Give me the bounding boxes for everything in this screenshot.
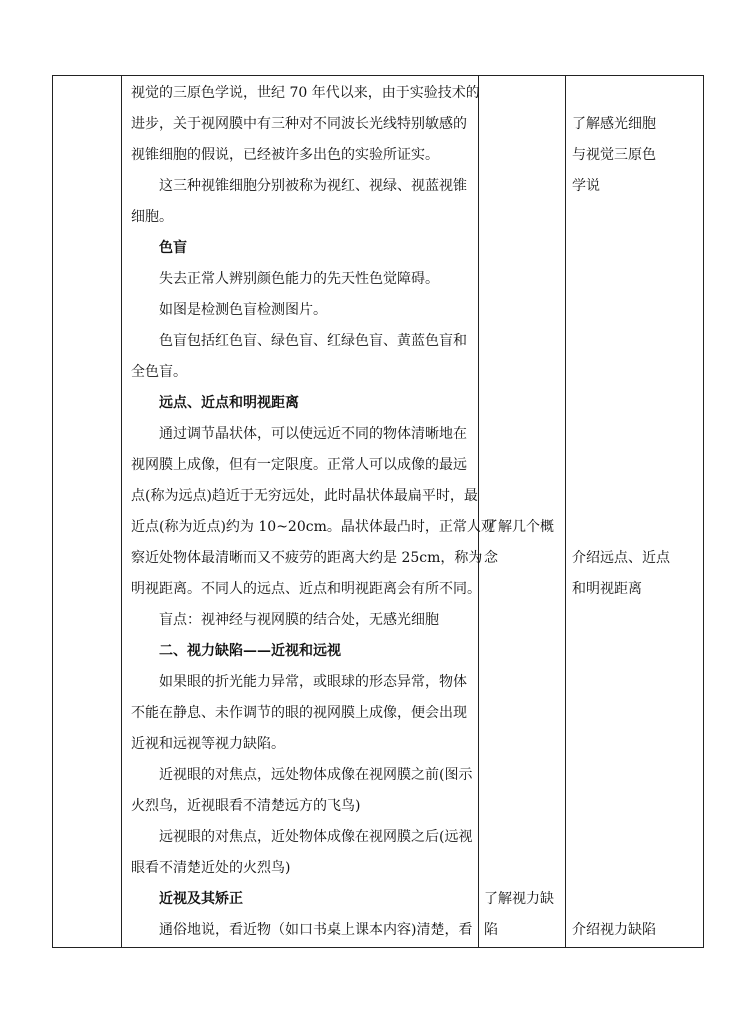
intent-line: 学说: [572, 178, 600, 194]
column-divider: [565, 76, 566, 947]
paragraph-line: 视觉的三原色学说，世纪 70 年代以来，由于实验技术的: [131, 85, 480, 101]
section-heading-vision-defects: 二、视力缺陷——近视和远视: [159, 643, 341, 659]
paragraph-line: 视锥细胞的假说，已经被许多出色的实验所证实。: [131, 147, 439, 163]
intent-line: 了解感光细胞: [572, 116, 656, 132]
paragraph-line: 通俗地说，看近物（如口书桌上课本内容)清楚，看: [159, 922, 473, 938]
paragraph-line: 失去正常人辨别颜色能力的先天性色觉障碍。: [159, 271, 439, 287]
paragraph-line: 全色盲。: [131, 364, 187, 380]
section-heading-myopia-correction: 近视及其矫正: [159, 891, 243, 907]
paragraph-line: 这三种视锥细胞分别被称为视红、视绿、视蓝视锥: [159, 178, 467, 194]
activity-line: 了解视力缺: [484, 891, 554, 907]
paragraph-line: 视网膜上成像，但有一定限度。正常人可以成像的最远: [131, 457, 467, 473]
lesson-table: [52, 75, 704, 948]
paragraph-line: 近视眼的对焦点，远处物体成像在视网膜之前(图示: [159, 767, 473, 783]
section-heading-color-blindness: 色盲: [159, 240, 187, 256]
paragraph-line: 近点(称为近点)约为 10~20cm。晶状体最凸时，正常人观: [131, 519, 495, 535]
paragraph-line: 近视和远视等视力缺陷。: [131, 736, 285, 752]
column-divider: [478, 76, 479, 947]
paragraph-line: 点(称为远点)趋近于无穷远处，此时晶状体最扁平时，最: [131, 488, 478, 504]
section-heading-far-near-point: 远点、近点和明视距离: [159, 395, 299, 411]
paragraph-line: 明视距离。不同人的远点、近点和明视距离会有所不同。: [131, 581, 481, 597]
paragraph-line: 如图是检测色盲检测图片。: [159, 302, 327, 318]
activity-line: 陷: [484, 922, 498, 938]
paragraph-line: 如果眼的折光能力异常，或眼球的形态异常，物体: [159, 674, 467, 690]
paragraph-line: 细胞。: [131, 209, 173, 225]
intent-line: 介绍视力缺陷: [572, 922, 656, 938]
paragraph-line: 眼看不清楚近处的火烈鸟): [131, 860, 291, 876]
paragraph-line: 火烈鸟，近视眼看不清楚远方的飞鸟): [131, 798, 361, 814]
paragraph-line: 色盲包括红色盲、绿色盲、红绿色盲、黄蓝色盲和: [159, 333, 467, 349]
paragraph-line: 不能在静息、未作调节的眼的视网膜上成像，便会出现: [131, 705, 467, 721]
intent-line: 和明视距离: [572, 581, 642, 597]
intent-line: 与视觉三原色: [572, 147, 656, 163]
paragraph-line: 远视眼的对焦点，近处物体成像在视网膜之后(远视: [159, 829, 473, 845]
column-divider: [121, 76, 122, 947]
activity-line: 念: [484, 550, 498, 566]
paragraph-line: 盲点：视神经与视网膜的结合处，无感光细胞: [159, 612, 439, 628]
paragraph-line: 察近处物体最清晰而又不疲劳的距离大约是 25cm，称为: [131, 550, 483, 566]
paragraph-line: 进步，关于视网膜中有三种对不同波长光线特别敏感的: [131, 116, 467, 132]
paragraph-line: 通过调节晶状体，可以使远近不同的物体清晰地在: [159, 426, 467, 442]
intent-line: 介绍远点、近点: [572, 550, 670, 566]
activity-line: 了解几个概: [484, 519, 554, 535]
